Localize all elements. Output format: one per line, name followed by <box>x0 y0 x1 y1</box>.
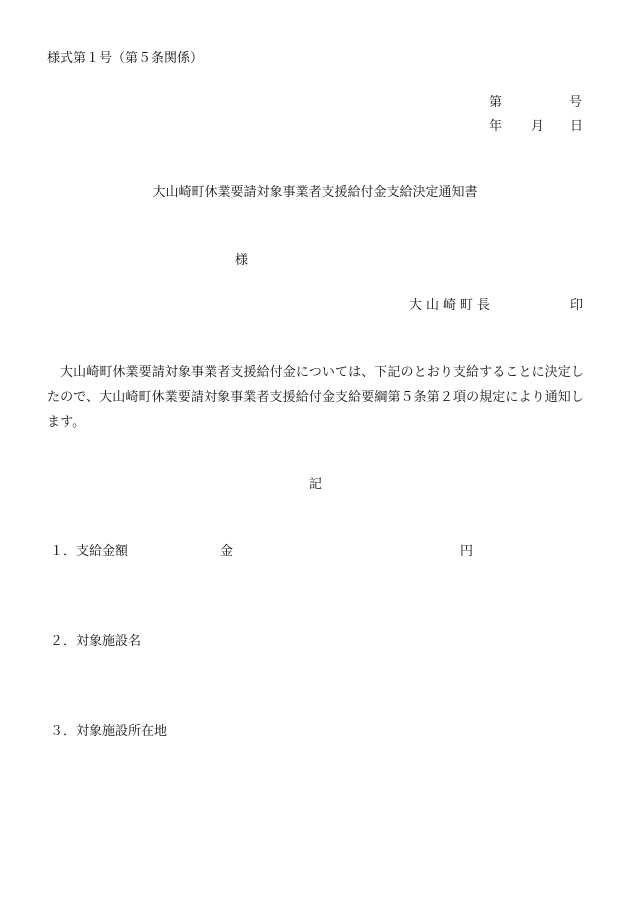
document-number-prefix: 第 <box>489 95 503 110</box>
date-day-label: 日 <box>570 119 584 134</box>
item-payment-amount-label: １．支給金額 <box>50 544 129 559</box>
seal-mark: 印 <box>570 298 584 313</box>
issuer-name: 大山崎町長 <box>409 298 495 313</box>
document-number-suffix: 号 <box>569 95 583 110</box>
item-facility-name-label: ２．対象施設名 <box>50 634 142 649</box>
form-number: 様式第１号（第５条関係） <box>47 51 204 66</box>
item-payment-amount-kin: 金 <box>220 544 234 559</box>
notation-heading: 記 <box>309 477 323 492</box>
item-facility-address-label: ３．対象施設所在地 <box>50 724 168 739</box>
date-year-label: 年 <box>489 119 503 134</box>
recipient-honorific: 様 <box>235 253 249 268</box>
item-payment-amount-yen: 円 <box>460 544 474 559</box>
document-title: 大山崎町休業要請対象事業者支援給付金支給決定通知書 <box>152 185 478 200</box>
body-paragraph: 大山崎町休業要請対象事業者支援給付金については、下記のとおり支給することに決定したので、大山崎町休業要請対象事業者支援給付金支給要綱第５条第２項の規定により通知します。 <box>47 365 584 430</box>
date-month-label: 月 <box>531 119 545 134</box>
